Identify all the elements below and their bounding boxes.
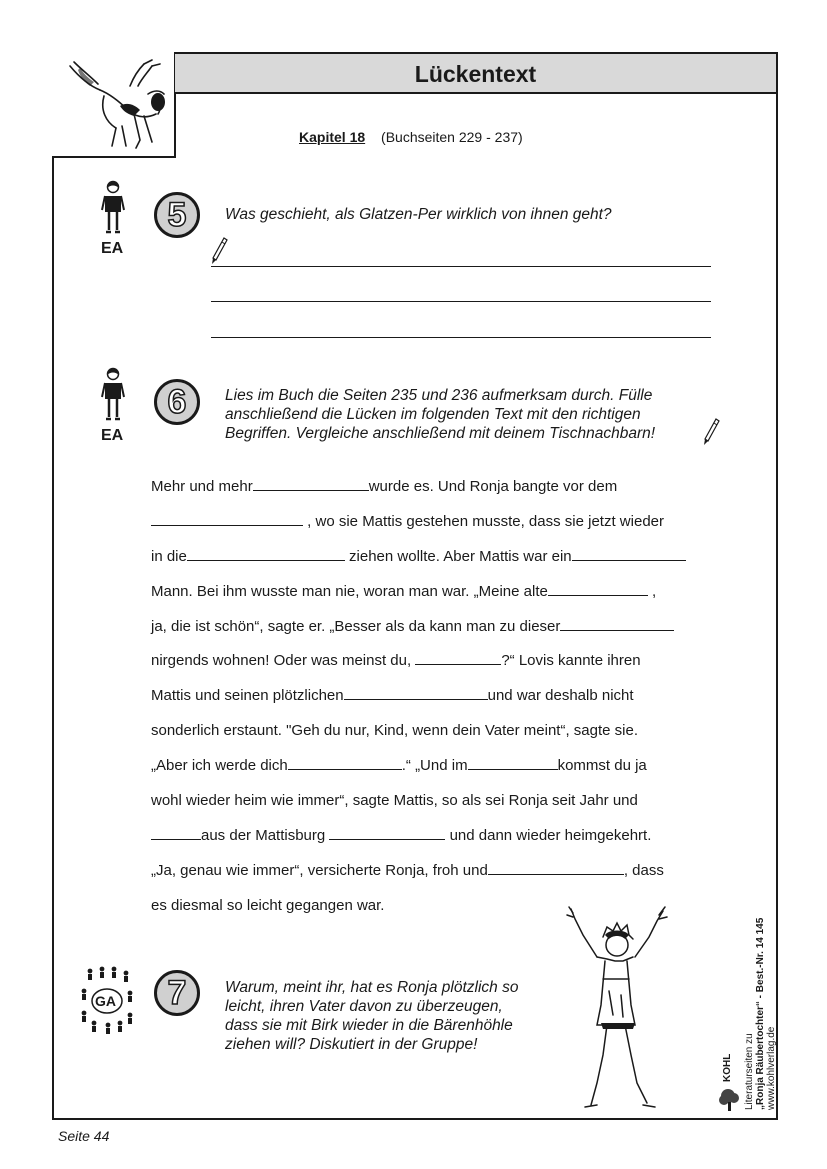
cloze-text-segment: ziehen wollte. Aber Mattis war ein xyxy=(349,547,572,565)
single-person-icon xyxy=(101,367,125,423)
task6-mode-label: EA xyxy=(101,427,124,444)
cloze-line xyxy=(151,754,711,789)
task5-mode-label: EA xyxy=(101,240,124,257)
cloze-line xyxy=(151,475,711,510)
cloze-gap[interactable] xyxy=(572,546,686,561)
cloze-gap[interactable] xyxy=(488,860,624,875)
answer-line[interactable] xyxy=(211,337,711,338)
task7-line: Warum, meint ihr, hat es Ronja plötzlich so xyxy=(225,979,519,996)
task5-question: Was geschieht, als Glatzen-Per wirklich von ihnen geht? xyxy=(225,206,612,223)
cloze-line xyxy=(151,615,711,650)
cloze-text-segment: ja, die ist schön“, sagte er. „Besser als da kann man zu dieser xyxy=(151,617,561,635)
publisher-name: KOHL xyxy=(722,1053,733,1082)
task7-mode-label: GA xyxy=(95,993,116,1009)
cloze-text-segment: wohl wieder heim wie immer“, sagte Mattis, so als sei Ronja seit Jahr und xyxy=(151,792,638,810)
sidebar-line2: „Ronja Räubertochter“ - Best.-Nr. 14 145 xyxy=(755,917,766,1110)
cloze-text-segment: , xyxy=(652,582,657,600)
cloze-text-segment: wurde es. Und Ronja bangte vor dem xyxy=(368,478,618,495)
sidebar-url: www.kohlverlag.de xyxy=(766,1026,777,1110)
task6-line: anschließend die Lücken im folgenden Text mit den richtigen xyxy=(225,406,641,423)
cloze-text-segment: Mattis und seinen plötzlichen xyxy=(151,687,344,705)
cloze-text-segment: sonderlich erstaunt. "Geh du nur, Kind, wenn dein Vater meint“, sagte sie. xyxy=(151,722,638,740)
page-number: Seite 44 xyxy=(58,1128,110,1144)
cloze-text-segment: ?“ Lovis kannte ihren xyxy=(501,652,641,670)
answer-line[interactable] xyxy=(211,266,711,267)
task7-line: ziehen will? Diskutiert in der Gruppe! xyxy=(225,1036,478,1053)
publisher-sidebar xyxy=(744,918,777,1110)
chapter-info xyxy=(299,129,523,145)
cloze-line xyxy=(151,789,711,824)
cloze-line xyxy=(151,719,711,754)
cloze-line xyxy=(151,649,711,684)
cloze-gap[interactable] xyxy=(187,546,345,561)
task6-line: Begriffen. Vergleiche anschließend mit deinem Tischnachbarn! xyxy=(225,425,656,442)
cloze-gap[interactable] xyxy=(329,825,445,840)
sidebar-line1: Literaturseiten zu xyxy=(744,1033,755,1110)
task7-number-badge: 7 xyxy=(154,970,200,1016)
cloze-text-segment: nirgends wohnen! Oder was meinst du, xyxy=(151,652,412,670)
cloze-gap[interactable] xyxy=(560,616,674,631)
ronja-illustration xyxy=(563,905,671,1115)
task6-number-badge: 6 xyxy=(154,379,200,425)
cloze-text-segment: Mann. Bei ihm wusste man nie, woran man war. „Meine alte xyxy=(151,582,548,600)
cloze-text-segment: aus der Mattisburg xyxy=(201,826,326,844)
task7-question xyxy=(225,978,518,1054)
cloze-text-segment: und dann wieder heimgekehrt. xyxy=(449,826,652,844)
cloze-text-segment: Mehr und mehr xyxy=(151,478,253,495)
task7-line: leicht, ihren Vater davon zu überzeugen, xyxy=(225,998,503,1015)
pencil-icon xyxy=(702,417,720,447)
cloze-gap[interactable] xyxy=(151,825,201,840)
cloze-line xyxy=(151,824,711,859)
cloze-gap[interactable] xyxy=(415,650,501,665)
horse-rider-illustration xyxy=(60,56,172,154)
cloze-line xyxy=(151,859,711,894)
task7-line: dass sie mit Birk wieder in die Bärenhöhle xyxy=(225,1017,513,1034)
cloze-text-segment: , wo sie Mattis gestehen musste, dass sie jetzt wieder xyxy=(307,512,664,530)
cloze-gap[interactable] xyxy=(468,755,558,770)
book-pages: (Buchseiten 229 - 237) xyxy=(381,129,523,145)
page-title: Lückentext xyxy=(175,54,776,94)
cloze-line xyxy=(151,510,711,545)
publisher-logo xyxy=(718,1040,742,1112)
cloze-text-segment: „Aber ich werde dich xyxy=(151,757,288,775)
cloze-text-segment: kommst du ja xyxy=(557,757,647,775)
tree-icon xyxy=(718,1086,742,1112)
cloze-line xyxy=(151,545,711,580)
cloze-text-segment: es diesmal so leicht gegangen war. xyxy=(151,896,385,914)
cloze-text-segment: und war deshalb nicht xyxy=(487,687,634,705)
single-person-icon xyxy=(101,180,125,236)
cloze-text-segment: „Ja, genau wie immer“, versicherte Ronja, froh und xyxy=(151,861,488,879)
cloze-gap[interactable] xyxy=(344,685,488,700)
cloze-gap[interactable] xyxy=(253,476,369,491)
cloze-text xyxy=(151,475,711,929)
cloze-text-segment: in die xyxy=(151,547,187,565)
cloze-gap[interactable] xyxy=(288,755,402,770)
cloze-gap[interactable] xyxy=(151,511,303,526)
cloze-text-segment: .“ „Und im xyxy=(401,757,468,775)
task5-number-badge: 5 xyxy=(154,192,200,238)
chapter-label: Kapitel 18 xyxy=(299,129,366,145)
cloze-line xyxy=(151,684,711,719)
task6-line: Lies im Buch die Seiten 235 und 236 aufmerksam durch. Fülle xyxy=(225,387,653,404)
answer-line[interactable] xyxy=(211,301,711,302)
cloze-text-segment: , dass xyxy=(623,861,664,879)
pencil-icon xyxy=(210,236,228,266)
task6-instructions xyxy=(225,386,655,443)
cloze-line xyxy=(151,580,711,615)
cloze-gap[interactable] xyxy=(548,581,648,596)
